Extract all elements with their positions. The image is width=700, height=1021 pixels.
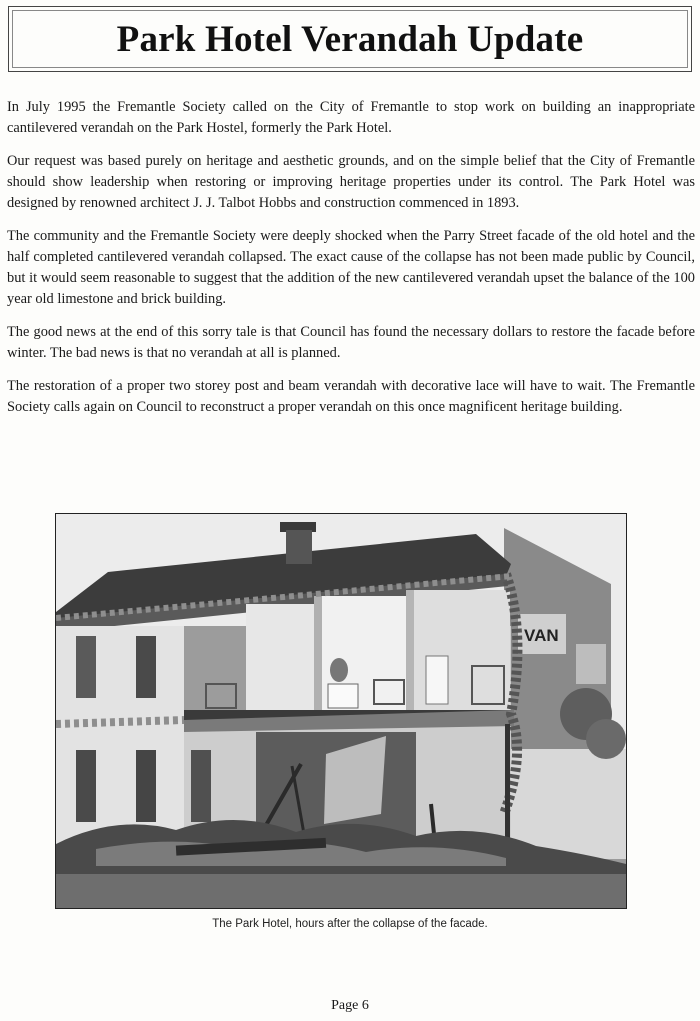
paragraph-5: The restoration of a proper two storey post and beam verandah with decorative lace will have to wait. The Fremantle Society calls again on Council to reconstruct a proper verandah on this once magnificent heritage building. bbox=[7, 378, 695, 415]
paragraph-1: In July 1995 the Fremantle Society called on the City of Fremantle to stop work on building an inappropriate cantilevered verandah on the Park Hostel, formerly the Park Hotel. bbox=[7, 99, 695, 136]
paragraph-2: Our request was based purely on heritage and aesthetic grounds, and on the simple belief that the City of Fremantle should show leadership when restoring or improving heritage properties under its control. The Park Hotel was designed by renowned architect J. J. Talbot Hobbs and construction commenced in 1893. bbox=[7, 153, 695, 211]
title-banner bbox=[8, 6, 692, 72]
article-title: Park Hotel Verandah Update bbox=[116, 18, 584, 60]
page-number: Page 6 bbox=[331, 998, 369, 1013]
paragraph-4: The good news at the end of this sorry tale is that Council has found the necessary dollars to restore the facade before winter. The bad news is that no verandah at all is planned. bbox=[7, 324, 695, 361]
collapsed-hotel-photo bbox=[55, 513, 627, 909]
shop-sign-text: VAN bbox=[524, 626, 559, 645]
article-body bbox=[7, 97, 695, 430]
paragraph-3: The community and the Fremantle Society were deeply shocked when the Parry Street facade of the old hotel and the half completed cantilevered verandah collapsed. The exact cause of the collapse has not been made public by Council, but it would seem reasonable to suggest that the addition of the new cantilevered verandah upset the balance of the 100 year old limestone and brick building. bbox=[7, 228, 695, 307]
photo-caption: The Park Hotel, hours after the collapse of the facade. bbox=[212, 918, 488, 930]
